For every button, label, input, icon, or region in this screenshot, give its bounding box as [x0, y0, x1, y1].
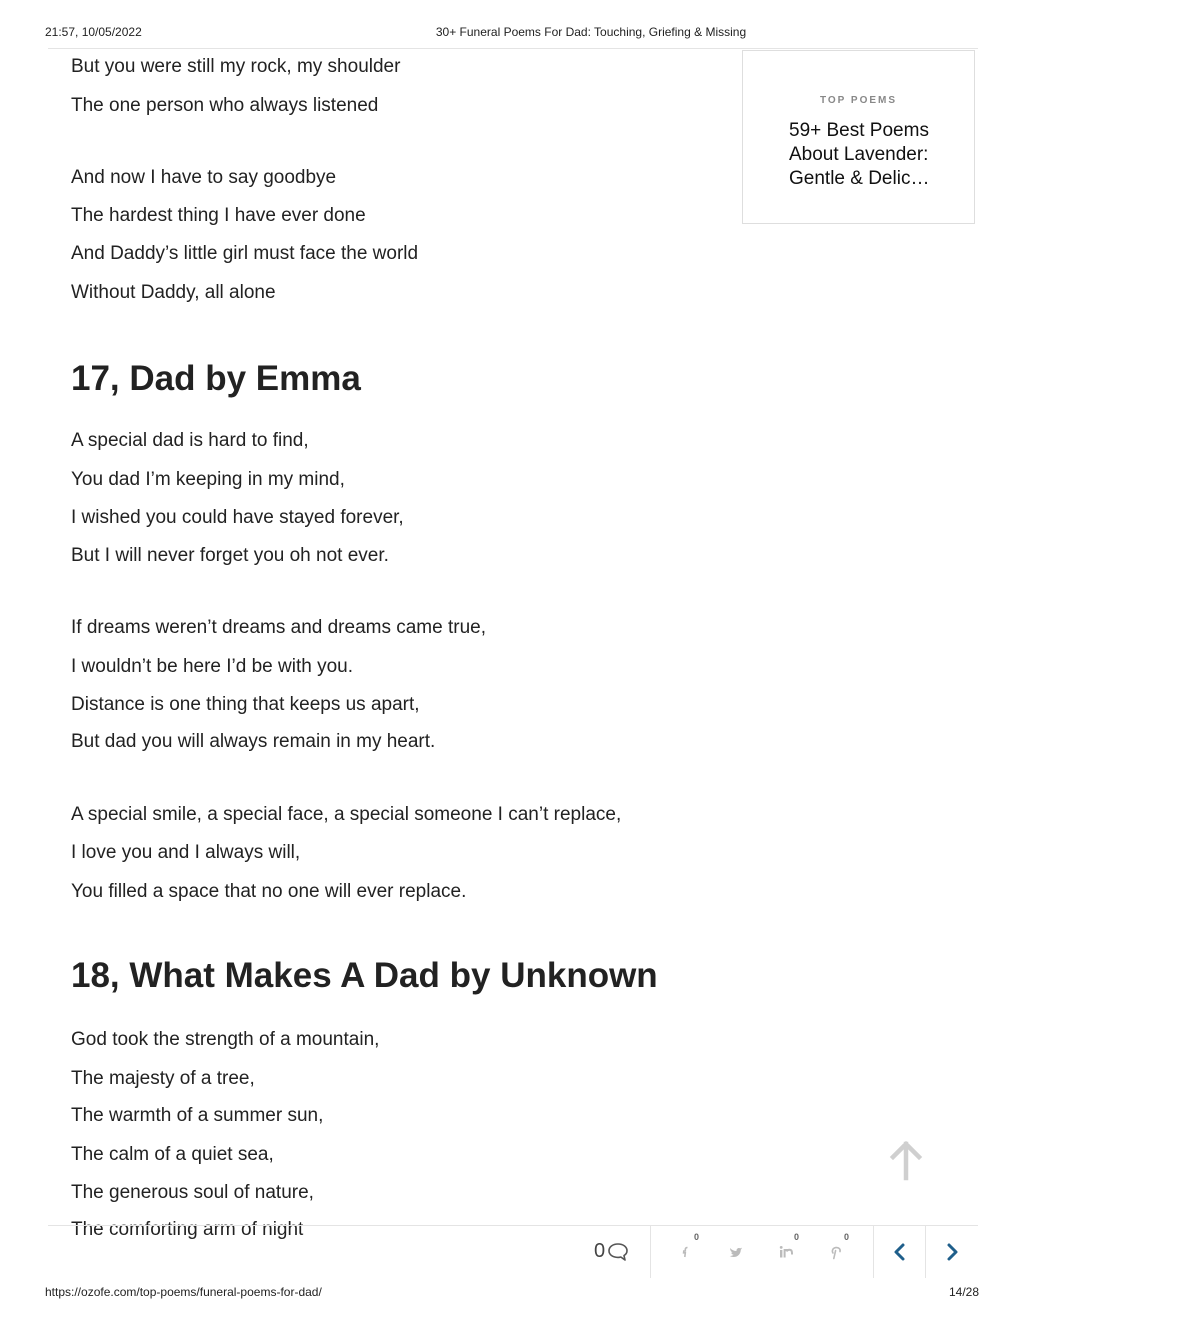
poem-line: I wouldn’t be here I’d be with you. — [71, 656, 354, 677]
poem-line: The generous soul of nature, — [71, 1182, 314, 1203]
print-header — [0, 25, 1024, 41]
next-article-button[interactable] — [940, 1240, 964, 1264]
poem-line: But dad you will always remain in my heart. — [71, 731, 436, 752]
twitter-icon — [728, 1244, 744, 1260]
poem-line: But you were still my rock, my shoulder — [71, 56, 401, 77]
top-poem-link[interactable]: 59+ Best Poems About Lavender: Gentle & Delic… — [789, 120, 930, 189]
bottom-share-bar — [48, 1225, 978, 1278]
poem-line: A special dad is hard to find, — [71, 430, 309, 451]
poem-line: But I will never forget you oh not ever. — [71, 545, 389, 566]
poem-line-cut-off — [71, 1216, 304, 1240]
poem-line: The comforting arm of night — [71, 1219, 304, 1240]
poem-line: The calm of a quiet sea, — [71, 1144, 274, 1165]
top-divider — [48, 48, 978, 49]
bar-divider — [925, 1226, 926, 1278]
linkedin-share-count: 0 — [794, 1232, 800, 1242]
comments-button[interactable] — [594, 1240, 629, 1263]
chevron-left-icon — [888, 1240, 912, 1264]
pinterest-share-count: 0 — [844, 1232, 850, 1242]
bar-divider — [873, 1226, 874, 1278]
comment-bubble-icon — [607, 1242, 629, 1262]
poem-17-heading: 17, Dad by Emma — [71, 359, 361, 398]
poem-line: Distance is one thing that keeps us apart, — [71, 694, 420, 715]
comment-count: 0 — [594, 1240, 606, 1262]
print-footer — [0, 1285, 1024, 1301]
print-url: https://ozofe.com/top-poems/funeral-poems-for-dad/ — [45, 1285, 322, 1299]
facebook-icon — [678, 1244, 694, 1260]
poem-line: And Daddy’s little girl must face the world — [71, 243, 419, 264]
poem-line: And now I have to say goodbye — [71, 167, 337, 188]
facebook-share-button[interactable] — [678, 1232, 708, 1264]
poem-line: The one person who always listened — [71, 95, 379, 116]
arrow-up-icon — [886, 1140, 926, 1182]
twitter-share-button[interactable] — [728, 1240, 758, 1264]
scroll-to-top-button[interactable] — [886, 1140, 926, 1182]
pinterest-share-button[interactable] — [828, 1232, 858, 1264]
poem-line: You dad I’m keeping in my mind, — [71, 469, 345, 490]
top-poems-widget — [742, 50, 975, 224]
poem-line: I love you and I always will, — [71, 842, 301, 863]
poem-line: You filled a space that no one will ever replace. — [71, 881, 467, 902]
pinterest-icon — [828, 1244, 844, 1260]
previous-article-button[interactable] — [888, 1240, 912, 1264]
print-page-title: 30+ Funeral Poems For Dad: Touching, Griefing & Missing — [435, 25, 747, 39]
poem-line: I wished you could have stayed forever, — [71, 507, 404, 528]
poem-line: God took the strength of a mountain, — [71, 1029, 380, 1050]
poem-line: If dreams weren’t dreams and dreams came true, — [71, 617, 487, 638]
linkedin-share-button[interactable] — [778, 1232, 808, 1264]
poem-line: Without Daddy, all alone — [71, 282, 276, 303]
poem-line: A special smile, a special face, a special someone I can’t replace, — [71, 804, 622, 825]
top-poems-label: TOP POEMS — [819, 95, 898, 106]
bar-divider — [650, 1226, 651, 1278]
facebook-share-count: 0 — [694, 1232, 700, 1242]
poem-line: The hardest thing I have ever done — [71, 205, 366, 226]
poem-18-heading: 18, What Makes A Dad by Unknown — [71, 956, 658, 995]
chevron-right-icon — [940, 1240, 964, 1264]
linkedin-icon — [778, 1244, 794, 1260]
print-page-number: 14/28 — [948, 1285, 979, 1299]
print-datetime: 21:57, 10/05/2022 — [45, 25, 142, 39]
poem-line: The warmth of a summer sun, — [71, 1105, 324, 1126]
poem-line: The majesty of a tree, — [71, 1068, 255, 1089]
